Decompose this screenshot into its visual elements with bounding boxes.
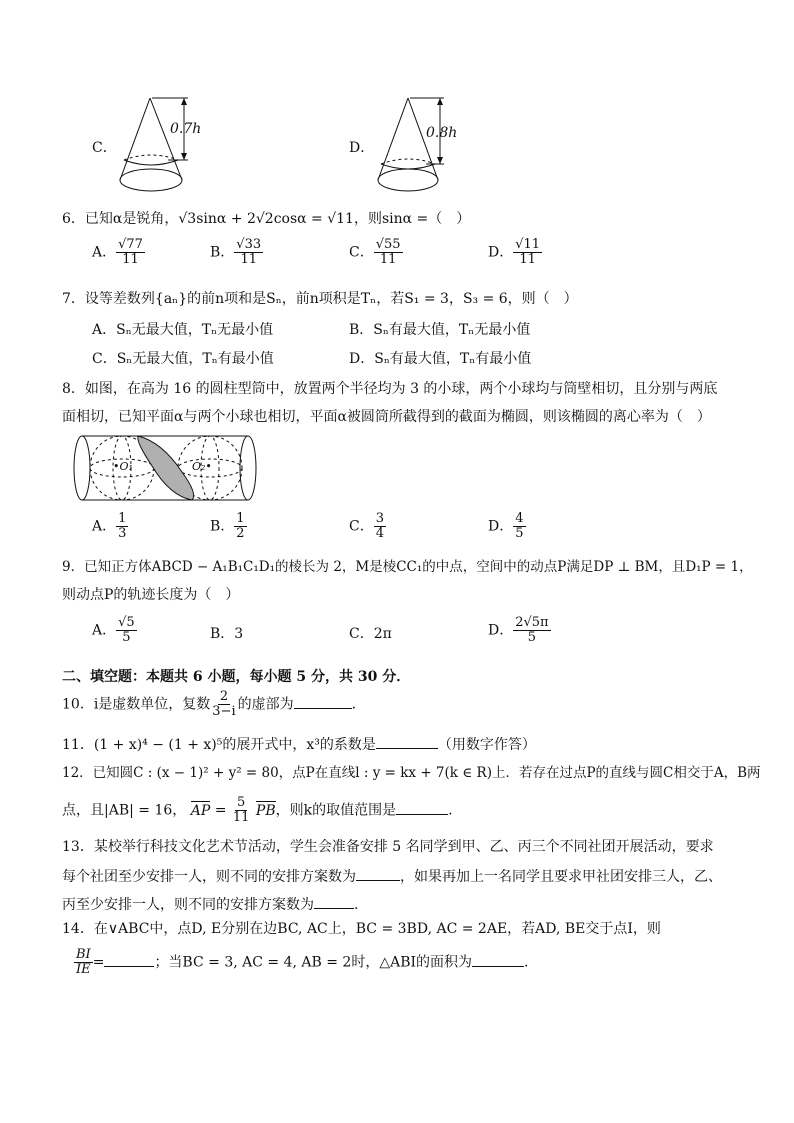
- q5-c-height-label: 0.7h: [170, 121, 202, 137]
- q13-answer-blank-1: [356, 866, 400, 881]
- q13-line2: 每个社团至少安排一人，则不同的安排方案数为 ，如果再加上一名同学且要求甲社团安排三人，乙、: [62, 866, 722, 886]
- q7-option-d: D．Sₙ有最大值，Tₙ有最小值: [349, 351, 532, 367]
- q7-option-b: B．Sₙ有最大值，Tₙ无最小值: [349, 322, 531, 338]
- q9-option-a: A． $\frac{√5}{5}$: [92, 615, 135, 645]
- q8-option-c: C． $\frac{3}{4}$: [349, 511, 384, 541]
- q5-option-d-label: D．: [349, 140, 375, 156]
- q5-d-height-label: 0.8h: [426, 125, 458, 141]
- cone-figure-d: [372, 92, 472, 196]
- q9-stem-line1: 9．已知正方体ABCD − A₁B₁C₁D₁的棱长为 2，M是棱CC₁的中点，空间中的动点P满足DP ⊥ BM，且D₁P = 1，: [62, 559, 753, 575]
- q7-option-c: C．Sₙ无最大值，Tₙ有最小值: [92, 351, 274, 367]
- q9-option-b: B．3: [210, 626, 244, 642]
- q12-line1: 12．已知圆C : (x − 1)² + y² = 80，点P在直线l : y = kx + 7(k ∈ R)上．若存在过点P的直线与圆C相交于A，B两: [62, 765, 761, 781]
- q14-line1: 14．在∨ABC中，点D, E分别在边BC, AC上，BC = 3BD, AC = 2AE，若AD, BE交于点I，则: [62, 921, 661, 937]
- q10-answer-blank: [294, 694, 352, 709]
- sphere-center-o1-label: •O₁: [113, 460, 133, 473]
- cylinder-figure: [70, 432, 260, 504]
- q12-line2: 点，且|AB| = 16， AP = $\frac{5}{11}$ PB，则k的取值范围是 .: [62, 795, 453, 825]
- q13-line1: 13．某校举行科技文化艺术节活动，学生会准备安排 5 名同学到甲、乙、丙三个不同社团开展活动，要求: [62, 839, 714, 855]
- q14-answer-blank-1: [104, 952, 154, 967]
- q9-option-c: C．2π: [349, 626, 392, 642]
- q8-stem-line1: 8．如图，在高为 16 的圆柱型筒中，放置两个半径均为 3 的小球，两个小球均与筒壁相切，且分别与两底: [62, 381, 718, 397]
- q9-stem-line2: 则动点P的轨迹长度为（ ）: [62, 587, 240, 603]
- sphere-center-o2-label: O₂•: [192, 460, 212, 473]
- q8-stem-line2: 面相切，已知平面α与两个小球也相切，平面α被圆筒所截得到的截面为椭圆，则该椭圆的离心率为（ ）: [62, 409, 711, 425]
- q9-option-d: D． $\frac{2√5\pi}{5}$: [488, 615, 549, 645]
- q5-option-c-label: C．: [92, 140, 117, 156]
- q14-answer-blank-2: [472, 952, 524, 967]
- q6-option-c: C． $\frac{√55}{11}$: [349, 237, 401, 267]
- q8-option-b: B． $\frac{1}{2}$: [210, 511, 245, 541]
- q6-option-b: B． $\frac{√33}{11}$: [210, 237, 262, 267]
- q6-option-a: A． $\frac{√77}{11}$: [92, 237, 143, 267]
- q11-answer-blank: [376, 734, 438, 749]
- cone-figure-c: [112, 92, 212, 196]
- q6-stem: 6．已知α是锐角，√3sinα + 2√2cosα = √11，则sinα =（ ）: [62, 211, 471, 227]
- q8-option-a: A． $\frac{1}{3}$: [92, 511, 127, 541]
- q14-line2: $\frac{BI}{IE}$ = ；当BC = 3, AC = 4, AB = 2时，△ABI的面积为 .: [76, 947, 529, 977]
- section-2-heading: 二、填空题：本题共 6 小题，每小题 5 分，共 30 分．: [62, 669, 411, 685]
- q7-stem: 7．设等差数列{aₙ}的前n项和是Sₙ，前n项积是Tₙ，若S₁ = 3，S₃ = 6，则（ ）: [62, 291, 578, 307]
- q11: 11．(1 + x)⁴ − (1 + x)⁵的展开式中，x³的系数是 （用数字作答）: [62, 734, 536, 754]
- q12-answer-blank: [396, 800, 448, 815]
- q8-option-d: D． $\frac{4}{5}$: [488, 511, 524, 541]
- q13-answer-blank-2: [314, 894, 354, 909]
- q10: 10．i是虚数单位，复数 $\frac{2}{3-i}$ 的虚部为 .: [62, 689, 357, 719]
- q7-option-a: A．Sₙ无最大值，Tₙ无最小值: [92, 322, 274, 338]
- q13-line3: 丙至少安排一人，则不同的安排方案数为 .: [62, 894, 358, 914]
- q6-option-d: D． $\frac{√11}{11}$: [488, 237, 541, 267]
